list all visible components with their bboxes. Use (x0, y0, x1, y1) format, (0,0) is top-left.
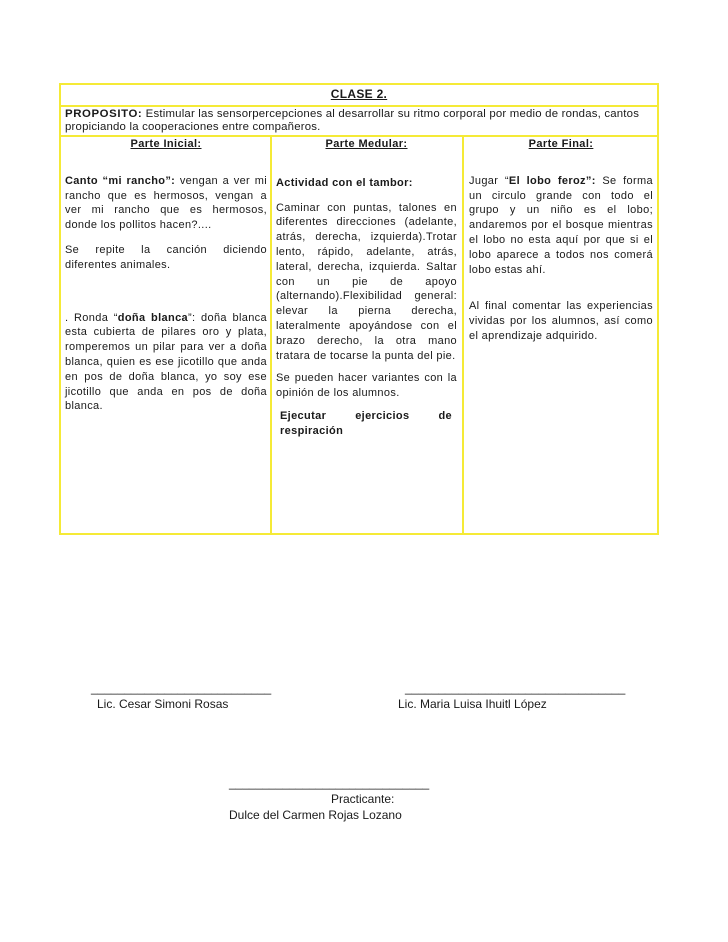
column-divider (462, 136, 464, 533)
paragraph: Se pueden hacer variantes con la opinión de los alumnos. (276, 372, 457, 400)
column-inicial (65, 137, 267, 414)
signature-line-left: ___________________________ (91, 681, 272, 695)
column-header-inicial: Parte Inicial: (130, 138, 202, 150)
signature-name-left: Lic. Cesar Simoni Rosas (97, 697, 229, 711)
game-description: Se forma un circulo grande con todo el grupo y un niño es el lobo; andaremos por el bosque mientras el lobo no esta aquí por que si el lobo aparece a todos nos comerá lobo estas ahí. (469, 174, 654, 276)
song-lyrics: vengan a ver mi rancho que es hermosos, vengan a ver mi rancho que es hermosos, donde los pollitos hacen?.... (65, 174, 268, 232)
paragraph: Caminar con puntas, talones en diferentes direcciones (adelante, atrás, derecha, izquierda).Trotar lento, rápido, adelante, atrás, lateral, derecha, izquierda. Saltar con un pie de apoyo (alternando).Flexibilidad general: elevar la pierna derecha, lateralmente apoyándose con el brazo derecho, la otra mano tratara de tocarse la punta del pie. (276, 201, 457, 362)
paragraph (65, 174, 267, 233)
round-lyrics: ”: doña blanca esta cubierta de pilares oro y plata, romperemos un pilar para ver a doña blanca, quien es ese jicotillo que anda en pos de doña blanca, yo soy ese jicotillo que anda en pos de doña blanca. (65, 311, 267, 413)
song-title: Canto “mi rancho”: (65, 174, 176, 187)
purpose-text (65, 108, 651, 134)
paragraph: Ejecutar ejercicios de respiración (280, 409, 452, 437)
title-row (61, 85, 657, 107)
column-medular (276, 137, 457, 439)
signature-role-center: Practicante: (331, 792, 395, 806)
paragraph: Al final comentar las experiencias vividas por los alumnos, así como el aprendizaje adquirido. (469, 300, 653, 342)
class-plan-table (59, 83, 659, 535)
signature-name-center: Dulce del Carmen Rojas Lozano (229, 808, 402, 822)
paragraph (469, 174, 653, 278)
signature-line-right: _________________________________ (405, 681, 626, 695)
purpose-row (61, 107, 657, 137)
signature-line-center: ______________________________ (229, 776, 430, 790)
round-title: doña blanca (117, 311, 188, 324)
paragraph (65, 311, 267, 415)
column-header-final: Parte Final: (528, 138, 594, 150)
text-span: . Ronda “ (65, 311, 118, 324)
text-span: Jugar “ (469, 174, 509, 187)
purpose-body: Estimular las sensorpercepciones al desarrollar su ritmo corporal por medio de rondas, cantos propiciando la cooperaciones entre compañeros. (65, 108, 640, 133)
purpose-label: PROPOSITO: (65, 108, 143, 120)
column-header-medular: Parte Medular: (325, 138, 408, 150)
game-title: El lobo feroz”: (508, 174, 596, 187)
column-divider (270, 136, 272, 533)
paragraph: Actividad con el tambor: (276, 176, 413, 189)
paragraph: Se repite la canción diciendo diferentes animales. (65, 243, 267, 271)
column-final (469, 137, 653, 344)
class-title: CLASE 2. (330, 87, 388, 101)
signature-name-right: Lic. Maria Luisa Ihuitl López (398, 697, 547, 711)
